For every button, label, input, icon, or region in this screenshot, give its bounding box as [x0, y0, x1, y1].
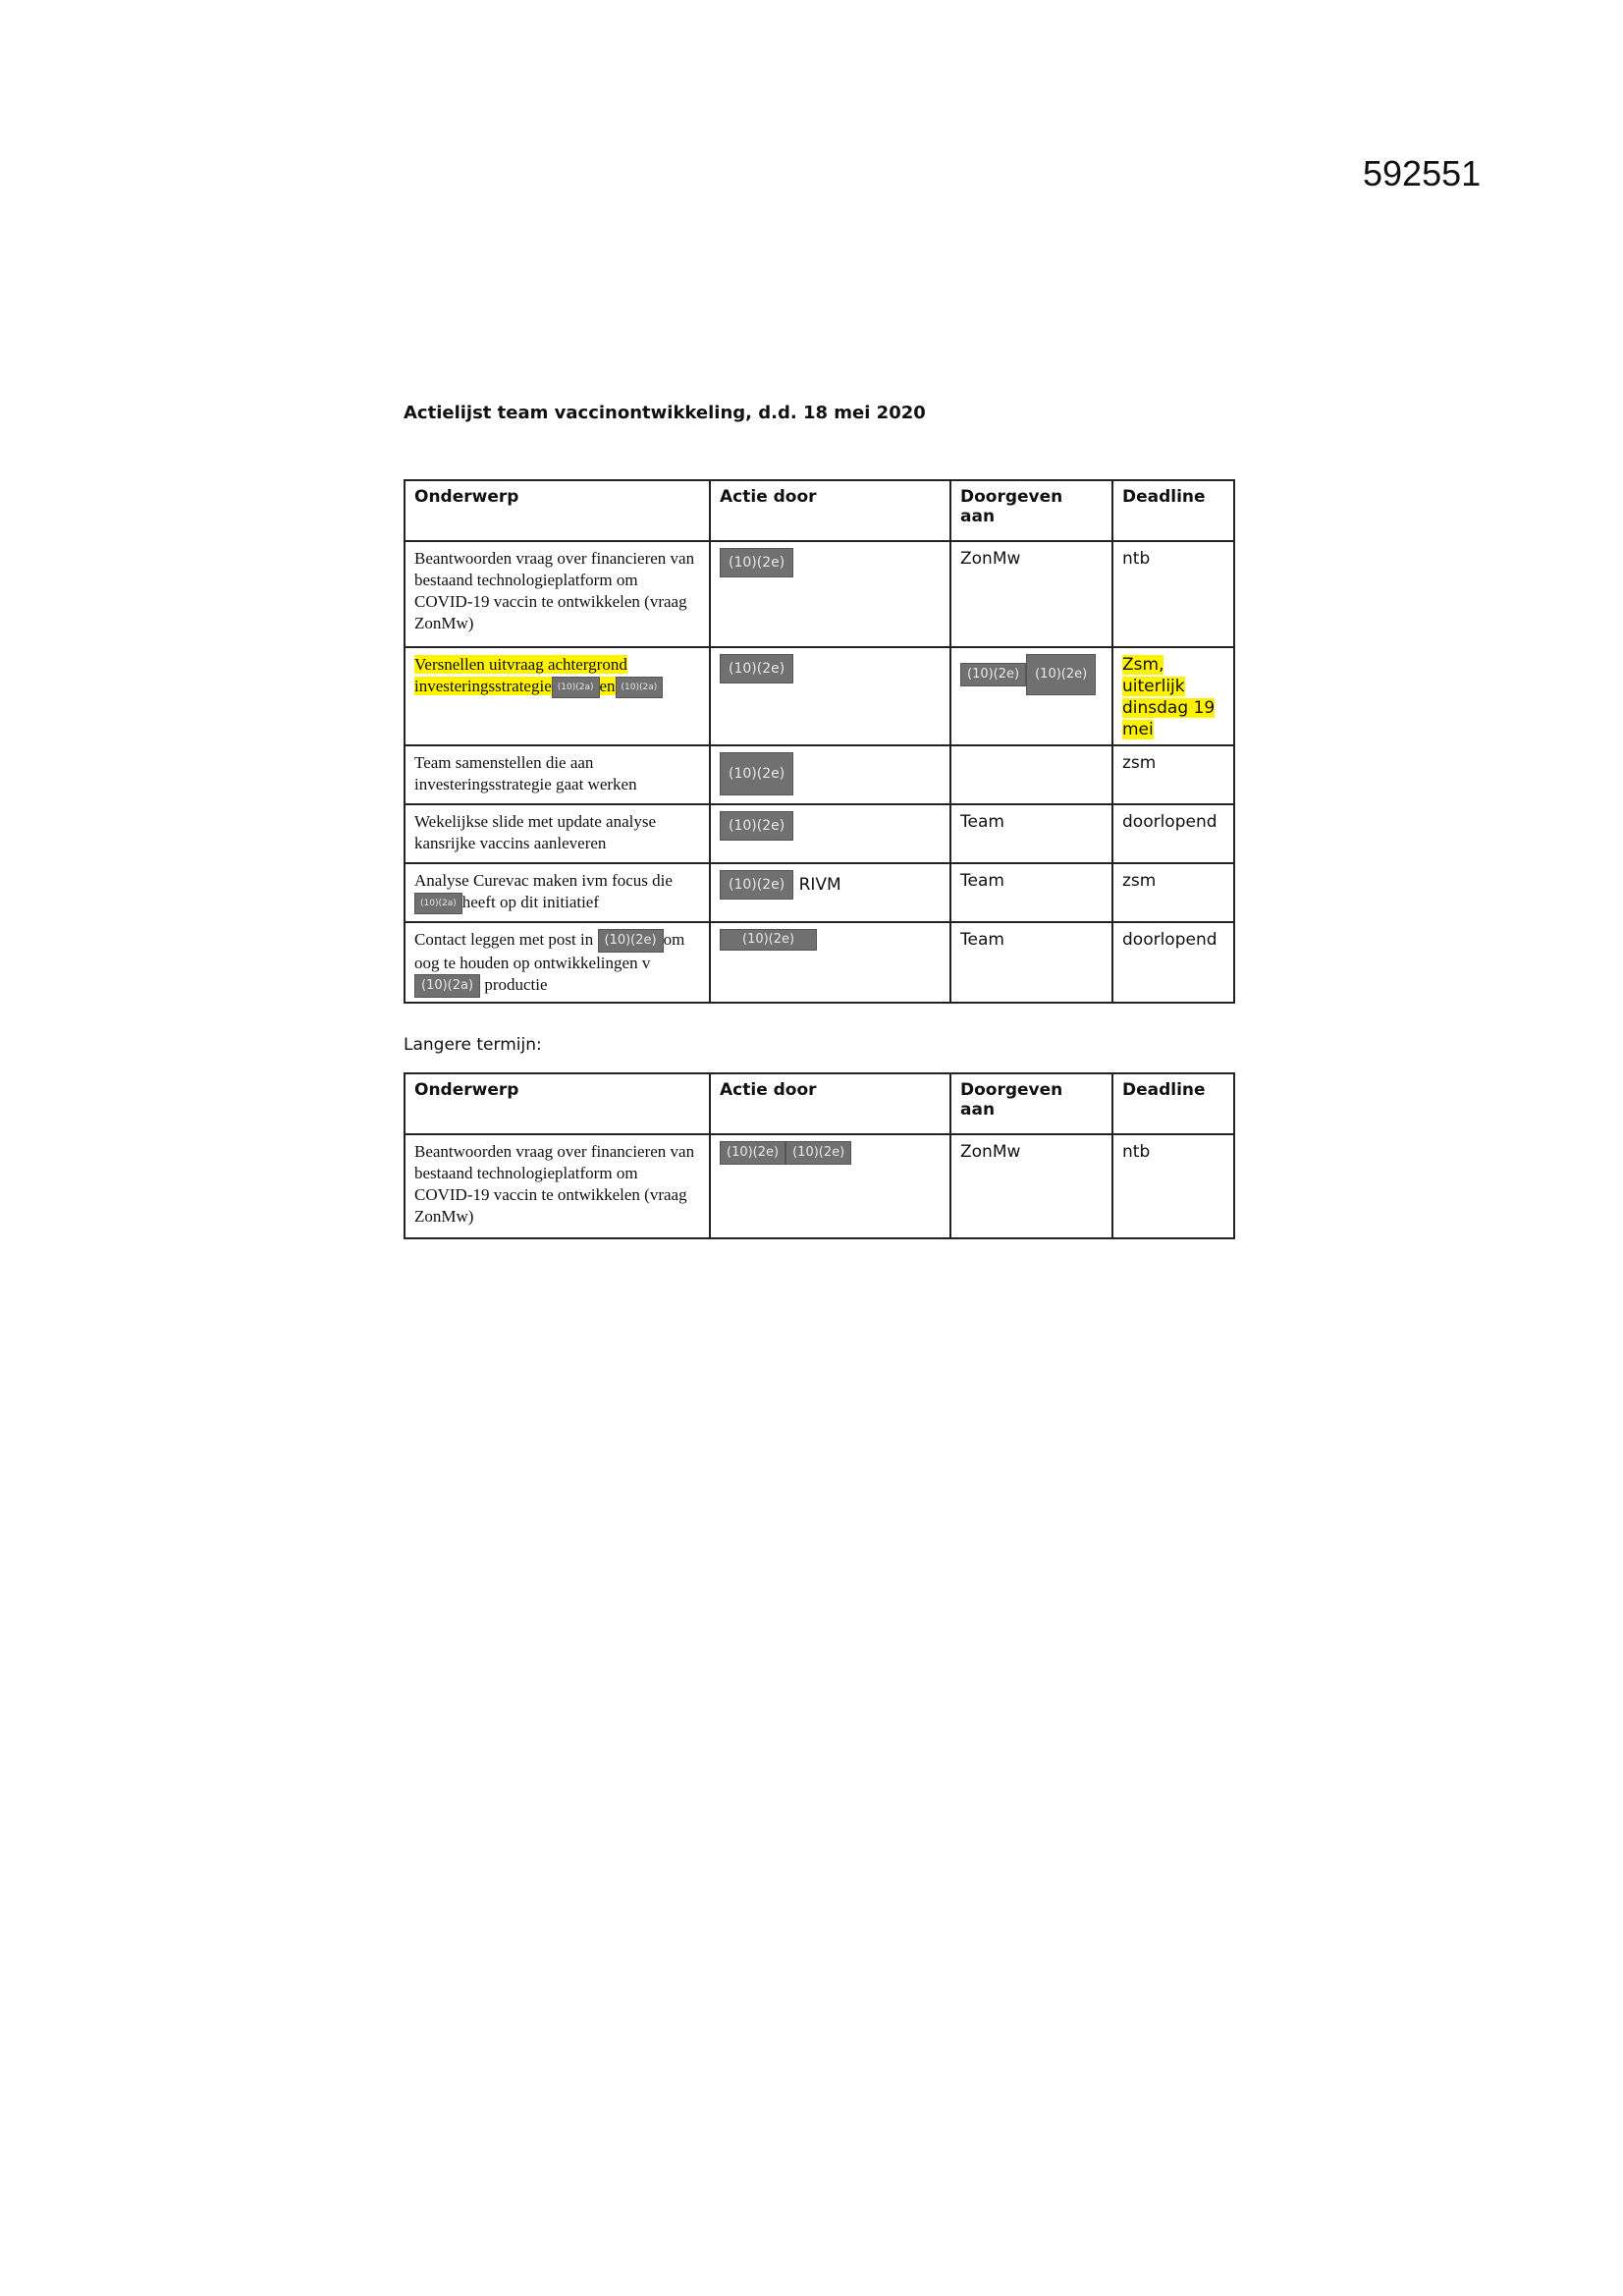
table-row — [405, 647, 1234, 745]
subject-text: productie — [484, 975, 548, 995]
redaction-box: (10)(2e) — [720, 929, 817, 951]
row-recipient: ZonMw — [950, 1134, 1112, 1238]
redaction-box: (10)(2e) — [960, 663, 1026, 686]
row-subject — [405, 863, 710, 922]
highlighted-subject-text: Versnellen uitvraag achtergrond investeringsstrategie — [414, 655, 627, 695]
table-row — [405, 863, 1234, 922]
row-recipient — [950, 745, 1112, 804]
long-term-action-table — [404, 1072, 1235, 1239]
highlighted-deadline: Zsm, uiterlijk dinsdag 19 mei — [1122, 655, 1216, 739]
redaction-box: (10)(2a) — [616, 677, 664, 698]
header-deadline: Deadline — [1112, 1073, 1234, 1134]
header-actie-door: Actie door — [710, 1073, 950, 1134]
row-deadline: doorlopend — [1112, 804, 1234, 863]
redaction-box: (10)(2a) — [552, 677, 600, 698]
row-subject: Team samenstellen die aan investeringsstrategie gaat werken — [405, 745, 710, 804]
row-actor — [710, 804, 950, 863]
row-deadline — [1112, 647, 1234, 745]
redaction-box: (10)(2a) — [414, 893, 462, 914]
table-row — [405, 541, 1234, 647]
row-recipient: ZonMw — [950, 541, 1112, 647]
subject-text: om oog te houden op ontwikkelingen v — [414, 930, 685, 973]
row-recipient: Team — [950, 804, 1112, 863]
redaction-box: (10)(2e) — [720, 1141, 785, 1165]
redaction-box: (10)(2a) — [414, 974, 480, 998]
redaction-box: (10)(2e) — [720, 811, 793, 841]
row-actor — [710, 541, 950, 647]
redaction-box: (10)(2e) — [720, 752, 793, 795]
header-actie-door: Actie door — [710, 480, 950, 541]
row-actor — [710, 863, 950, 922]
redaction-box: (10)(2e) — [1026, 654, 1096, 695]
row-actor — [710, 647, 950, 745]
row-deadline: ntb — [1112, 1134, 1234, 1238]
highlighted-subject-text: en — [599, 677, 616, 695]
header-onderwerp: Onderwerp — [405, 1073, 710, 1134]
action-table — [404, 479, 1235, 1004]
table-header-row — [405, 480, 1234, 541]
row-actor — [710, 1134, 950, 1238]
row-recipient — [950, 647, 1112, 745]
table-row — [405, 804, 1234, 863]
row-subject: Beantwoorden vraag over financieren van bestaand technologieplatform om COVID-19 vaccin te ontwikkelen (vraag ZonMw) — [405, 541, 710, 647]
header-deadline: Deadline — [1112, 480, 1234, 541]
subject-text: Analyse Curevac maken ivm focus die — [414, 871, 673, 890]
row-subject: Wekelijkse slide met update analyse kansrijke vaccins aanleveren — [405, 804, 710, 863]
row-deadline: zsm — [1112, 745, 1234, 804]
row-deadline: ntb — [1112, 541, 1234, 647]
document-number: 592551 — [1363, 153, 1482, 193]
actor-suffix: RIVM — [798, 875, 841, 895]
redaction-box: (10)(2e) — [598, 929, 664, 953]
row-subject: Beantwoorden vraag over financieren van bestaand technologieplatform om COVID-19 vaccin te ontwikkelen (vraag ZonMw) — [405, 1134, 710, 1238]
row-deadline: zsm — [1112, 863, 1234, 922]
document-title: Actielijst team vaccinontwikkeling, d.d. 18 mei 2020 — [404, 403, 926, 423]
row-actor — [710, 745, 950, 804]
row-recipient: Team — [950, 922, 1112, 1003]
redaction-box: (10)(2e) — [785, 1141, 851, 1165]
row-recipient: Team — [950, 863, 1112, 922]
header-doorgeven-aan: Doorgeven aan — [950, 480, 1112, 541]
redaction-box: (10)(2e) — [720, 870, 793, 900]
row-actor — [710, 922, 950, 1003]
table-row — [405, 745, 1234, 804]
subject-text: heeft op dit initiatief — [461, 893, 600, 911]
section-label-langere-termijn: Langere termijn: — [404, 1035, 542, 1055]
header-onderwerp: Onderwerp — [405, 480, 710, 541]
row-deadline: doorlopend — [1112, 922, 1234, 1003]
redaction-box: (10)(2e) — [720, 548, 793, 577]
redaction-box: (10)(2e) — [720, 654, 793, 683]
row-subject — [405, 922, 710, 1003]
row-subject — [405, 647, 710, 745]
table-row — [405, 922, 1234, 1003]
table-header-row — [405, 1073, 1234, 1134]
table-row — [405, 1134, 1234, 1238]
header-doorgeven-aan: Doorgeven aan — [950, 1073, 1112, 1134]
subject-text: Contact leggen met post in — [414, 930, 594, 949]
